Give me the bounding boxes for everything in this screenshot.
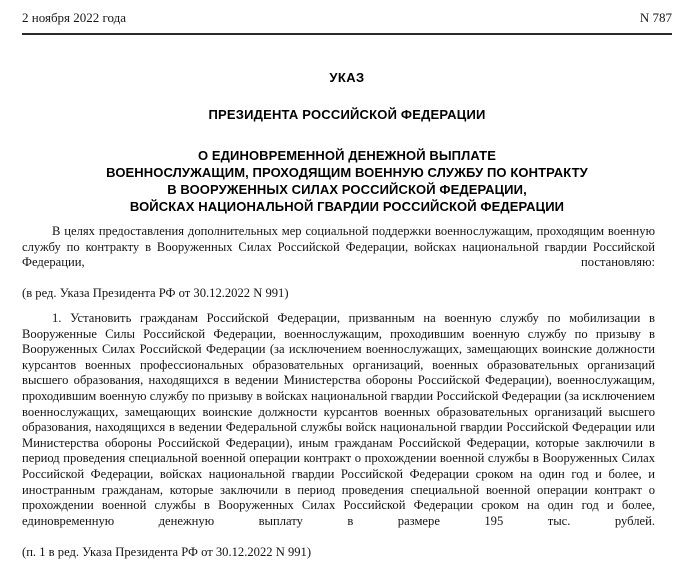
preamble-amendment-note: (в ред. Указа Президента РФ от 30.12.2022 N 991) bbox=[22, 286, 289, 301]
document-subject-title bbox=[22, 147, 672, 215]
preamble-paragraph: В целях предоставления дополнительных мер социальной поддержки военнослужащим, проходящим военную службу по контракту в Вооруженных Силах Российской Федерации, войсках национальной гвардии Российской Федерации, постановляю: bbox=[22, 224, 655, 270]
document-subject-line: ВОЕННОСЛУЖАЩИМ, ПРОХОДЯЩИМ ВОЕННУЮ СЛУЖБУ ПО КОНТРАКТУ bbox=[106, 165, 588, 180]
preamble-section bbox=[22, 224, 655, 302]
clause-1-amendment-note: (п. 1 в ред. Указа Президента РФ от 30.12.2022 N 991) bbox=[22, 544, 312, 559]
header-divider bbox=[22, 33, 672, 35]
document-subject-line: ВОЙСКАХ НАЦИОНАЛЬНОЙ ГВАРДИИ РОССИЙСКОЙ ФЕДЕРАЦИИ bbox=[129, 199, 565, 214]
document-header bbox=[22, 10, 672, 32]
document-date: 2 ноября 2022 года bbox=[22, 10, 127, 25]
clause-1-section bbox=[22, 311, 655, 561]
document-subject-line: О ЕДИНОВРЕМЕННОЙ ДЕНЕЖНОЙ ВЫПЛАТЕ bbox=[197, 148, 496, 163]
document-subject-line: В ВООРУЖЕННЫХ СИЛАХ РОССИЙСКОЙ ФЕДЕРАЦИИ, bbox=[167, 182, 527, 197]
title-block bbox=[22, 70, 672, 215]
clause-1-paragraph: 1. Установить гражданам Российской Федерации, призванным на военную службу по мобилизации в Вооруженные Силы Российской Федерации, военнослужащим, проходившим военную службу по призыву в Вооруженных Силах Российской Федерации (за исключением военнослужащих, замещающих воинские должности курсантов военных профессиональных образовательных организаций, военных образовательных организаций высшего образования, находящихся в ведении Министерства обороны Российской Федерации), военнослужащим, проходившим военную службу по призыву в войсках национальной гвардии Российской Федерации (за исключением военнослужащих, замещающих воинские должности курсантов военных образовательных организаций высшего образования, находящихся в ведении Федеральной службы войск национальной гвардии Российской Федерации или Министерства обороны Российской Федерации), иным гражданам Российской Федерации, которые заключили в период проведения специальной военной операции контракт о прохождении военной службы в Вооруженных Силах Российской Федерации, войсках национальной гвардии Российской Федерации сроком на один год и более, и иностранным гражданам, которые заключили в период проведения специальной военной операции контракт о прохождении военной службы в Вооруженных Силах Российской Федерации сроком на один год и более, единовременную денежную выплату в размере 195 тыс. рублей. bbox=[22, 311, 655, 528]
document-number: N 787 bbox=[639, 10, 672, 25]
document-type-title: УКАЗ bbox=[329, 70, 365, 85]
issuing-authority-title: ПРЕЗИДЕНТА РОССИЙСКОЙ ФЕДЕРАЦИИ bbox=[208, 107, 486, 122]
